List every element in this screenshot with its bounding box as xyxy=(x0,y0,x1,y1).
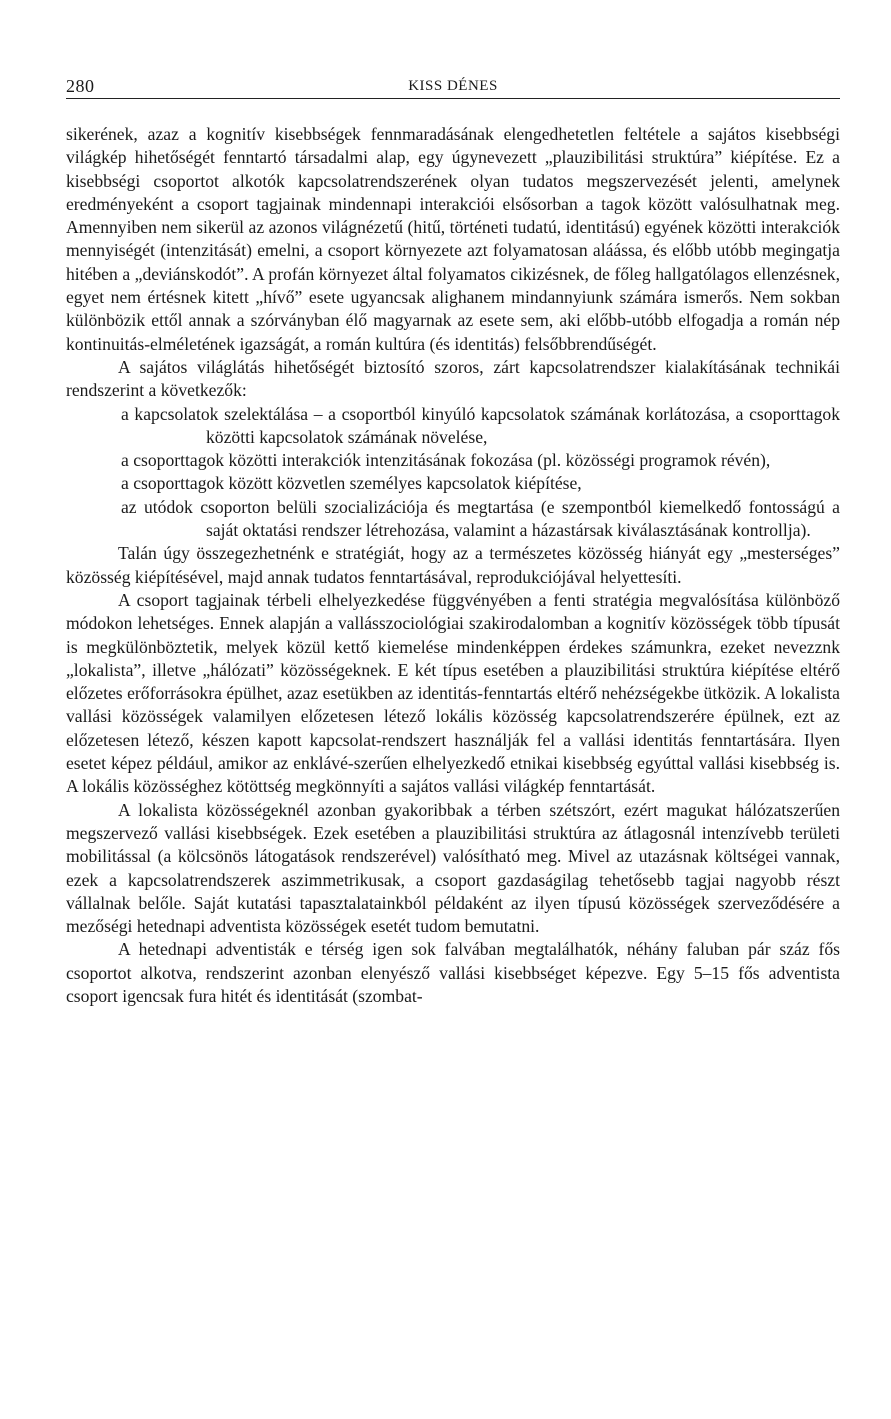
paragraph-6: A hetednapi adventisták e térség igen sok falvában megtalálhatók, néhány faluban pár száz fős csoportot alkotva, rendszerint azonban elenyésző vallási kisebbséget képezve. Egy 5–15 fős adventista csoport igencsak fura hitét és identitását (szombat- xyxy=(66,939,840,1006)
list-item: a kapcsolatok szelektálása – a csoportból kinyúló kapcsolatok számának korlátozása, a csoporttagok közötti kapcsolatok számának növelése, xyxy=(121,403,840,447)
body-text xyxy=(66,123,840,1008)
paragraph-4: A csoport tagjainak térbeli elhelyezkedése függvényében a fenti stratégia megvalósítása különböző módokon lehetséges. Ennek alapján a vallásszociológiai szakirodalomban a kognitív közösségek több típusát is megkülönböztetik, melyek közül kettő kiemelése mindenképpen érdekes számunkra, ezeket nevezznk „lokalista”, illetve „hálózati” közösségeknek. E két típus esetében a plauzibilitási struktúra kiépítése eltérő előzetes erőforrásokra épülhet, azaz esetükben az identitás-fenntartás eltérő nehézségekbe ütközik. A lokalista vallási közösségek valamilyen előzetesen létező lokális közösség kapcsolatrendszerére épülnek, ezt az előzetesen létező, készen kapott kapcsolat-rendszert használják fel a vallási identitás fenntartására. Ilyen esetet képez például, amikor az enklávé-szerűen elhelyezkedő etnikai kisebbség egyúttal vallási kisebbség is. A lokális közösséghez kötöttség megkönnyíti a sajátos vallási világkép fenntartását. xyxy=(66,589,840,797)
list-item: az utódok csoporton belüli szocializációja és megtartása (e szempontból kiemelkedő fontosságú a saját oktatási rendszer létrehozása, valamint a házastársak kiválasztásának kontrollja). xyxy=(121,496,840,541)
technique-list xyxy=(66,403,840,543)
book-page xyxy=(66,76,840,1008)
paragraph-5: A lokalista közösségeknél azonban gyakoribbak a térben szétszórt, ezért magukat hálózatszerűen megszervező vallási kisebbségek. Ezek esetében a plauzibilitási struktúra az átlagosnál intenzívebb területi mobilitással (a kölcsönös látogatások rendszerével) valósítható meg. Mivel az utazásnak költségei vannak, ezek a kapcsolatrendszerek aszimmetrikusak, a csoport gazdaságilag tehetősebb tagjai nagyobb részt vállalnak belőle. Saját kutatási tapasztalatainkból példaként az ilyen típusú közösségek szerveződésére a mezőségi hetednapi adventista közösségek esetét tudom bemutatni. xyxy=(66,799,840,937)
list-item: a csoporttagok közötti interakciók intenzitásának fokozása (pl. közösségi programok révén), xyxy=(121,450,771,471)
running-head xyxy=(66,76,840,99)
page-number: 280 xyxy=(66,76,95,96)
list-item: a csoporttagok között közvetlen személyes kapcsolatok kiépítése, xyxy=(121,473,582,494)
paragraph-3: Talán úgy összegezhetnénk e stratégiát, hogy az a természetes közösség hiányát egy „mesterséges” közösség kiépítésével, majd annak tudatos fenntartásával, reprodukciójával helyettesíti. xyxy=(66,543,840,587)
paragraph-1: sikerének, azaz a kognitív kisebbségek fennmaradásának elengedhetetlen feltétele a sajátos kisebbségi világkép hihetőségét fenntartó társadalmi alap, egy úgynevezett „plauzibilitási struktúra” kiépítése. Ez a kisebbségi csoportot alkotók kapcsolatrendszerének olyan tudatos megszervezését jelenti, amelynek eredményeként a csoport tagjainak mindennapi interakciói elsősorban a tagok között valósulhatnak meg. Amennyiben nem sikerül az azonos világnézetű (hitű, történeti tudatú, identitású) egyének közötti interakciók mennyiségét (intenzitását) emelni, a csoport környezete azt folyamatosan aláássa, és előbb utóbb megingatja hitében a „deviánskodót”. A profán környezet által folyamatos cikizésnek, de főleg hallgatólagos ellenzésnek, egyet nem értésnek kitett „hívő” esete ugyancsak alighanem mindannyiunk számára ismerős. Nem sokban különbözik ettől annak a szórványban élő magyarnak az esete sem, aki előbb-utóbb elfogadja a román nép kontinuitás-elméletének igazságát, a román kultúra (és identitás) felsőbbrendűségét. xyxy=(66,124,840,354)
paragraph-2: A sajátos világlátás hihetőségét biztosító szoros, zárt kapcsolatrendszer kialakításának technikái rendszerint a következők: xyxy=(66,356,840,401)
running-title: KISS DÉNES xyxy=(408,78,498,94)
